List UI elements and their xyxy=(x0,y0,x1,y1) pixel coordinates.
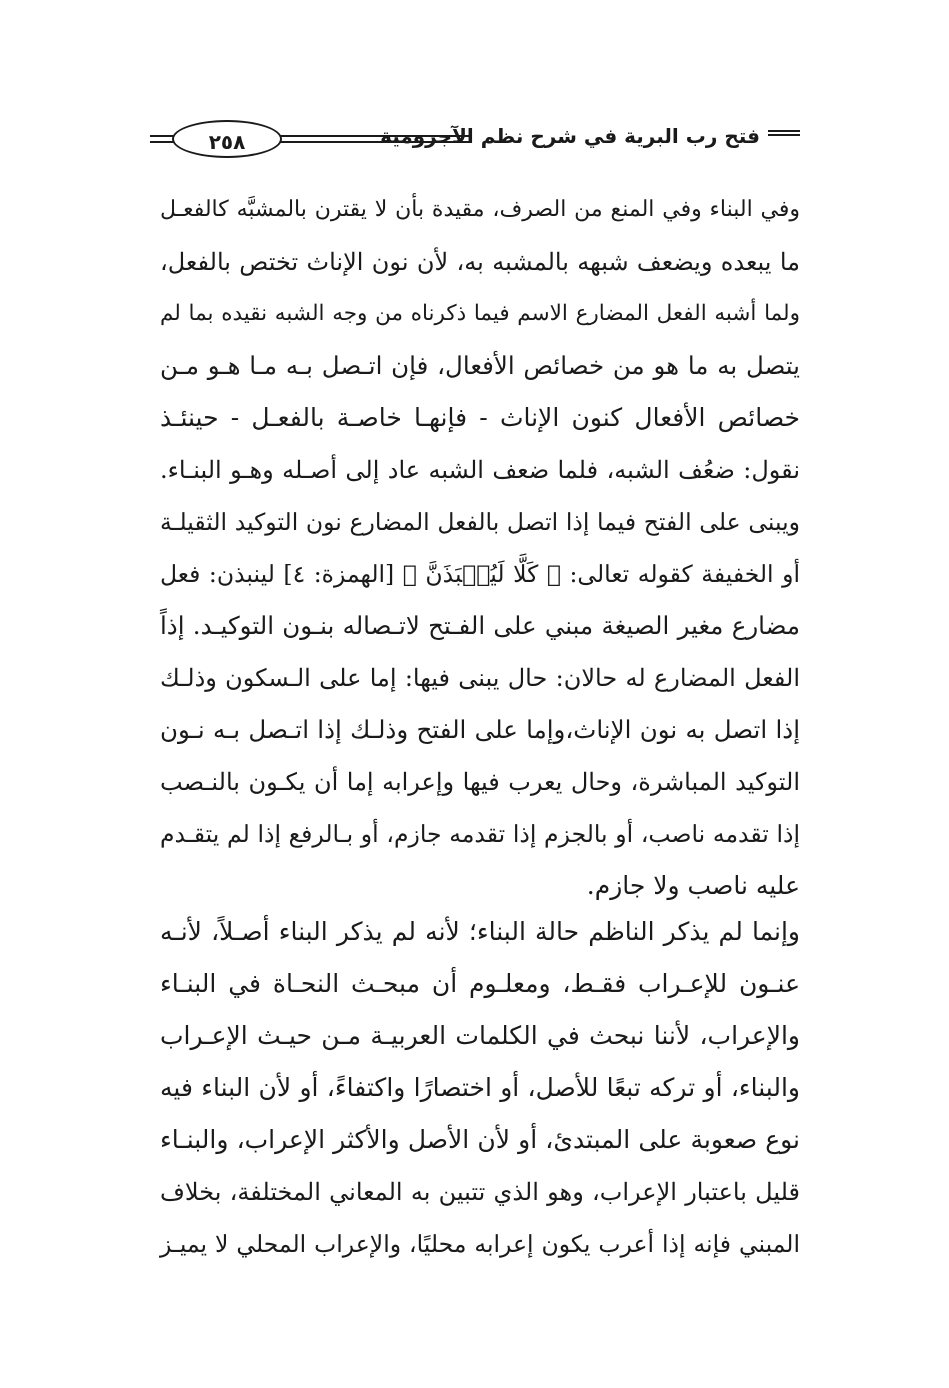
text-line: ولما أشبه الفعل المضارع الاسم فيما ذكرناه من وجه الشبه نقيده بما لم xyxy=(160,301,800,326)
paragraph-2 xyxy=(160,906,800,1270)
text-line: يتصل به ما هو من خصائص الأفعال، فإن اتـصل بـه مـا هـو مـن xyxy=(160,351,800,380)
text-line: نقول: ضعُف الشبه، فلما ضعف الشبه عاد إلى أصـله وهـو البنـاء. xyxy=(160,456,800,484)
text-line: عنـون للإعـراب فقـط، ومعلـوم أن مبحـث النحـاة في البنـاء xyxy=(160,969,800,998)
text-line: خصائص الأفعال كنون الإناث - فإنهـا خاصـة بالفعـل - حينئـذ xyxy=(160,403,800,432)
paragraph-1 xyxy=(160,184,800,912)
text-line: ما يبعده ويضعف شبهه بالمشبه به، لأن نون الإناث تختص بالفعل، xyxy=(160,248,800,276)
text-line: ويبنى على الفتح فيما إذا اتصل بالفعل المضارع نون التوكيد الثقيلـة xyxy=(160,508,800,536)
text-line: عليه ناصب ولا جازم. xyxy=(586,871,800,900)
header-rule xyxy=(270,135,470,143)
text-line: قليل باعتبار الإعراب، وهو الذي تتبين به المعاني المختلفة، بخلاف xyxy=(160,1178,800,1206)
text-line: وفي البناء وفي المنع من الصرف، مقيدة بأن لا يقترن بالمشبَّه كالفعـل xyxy=(160,197,800,222)
text-line: مضارع مغير الصيغة مبني على الفـتح لاتـصاله بنـون التوكيـد. إذاً xyxy=(160,611,800,640)
quran-citation-line: أو الخفيفة كقوله تعالى: ﴿ كَلَّا لَيُنۢبَذَنَّ ﴾ [الهمزة: ٤] لينبذن: فعل xyxy=(160,560,801,588)
text-line: وإنما لم يذكر الناظم حالة البناء؛ لأنه لم يذكر البناء أصـلاً، لأنـه xyxy=(160,917,800,946)
running-title: فتح رب البرية في شرح نظم الآجرومية xyxy=(380,124,760,148)
text-line: والإعراب، لأننا نبحث في الكلمات العربيـة مـن حيـث الإعـراب xyxy=(160,1021,800,1050)
header-ornament-right xyxy=(768,130,800,136)
text-line: الفعل المضارع له حالان: حال يبنى فيها: إما على الـسكون وذلـك xyxy=(160,664,800,692)
page-number: ٢٥٨ xyxy=(172,120,282,158)
text-line: المبني فإنه إذا أعرب يكون إعرابه محليًا، والإعراب المحلي لا يميـز xyxy=(160,1230,800,1258)
text-line: التوكيد المباشرة، وحال يعرب فيها وإعرابه إما أن يكـون بالنـصب xyxy=(160,768,800,796)
text-line: إذا اتصل به نون الإناث،وإما على الفتح وذلـك إذا اتـصل بـه نـون xyxy=(160,715,800,744)
text-line: إذا تقدمه ناصب، أو بالجزم إذا تقدمه جازم، أو بـالرفع إذا لم يتقـدم xyxy=(160,820,800,848)
text-line: والبناء، أو تركه تبعًا للأصل، أو اختصارًا واكتفاءً، أو لأن البناء فيه xyxy=(160,1073,800,1102)
page-header xyxy=(150,118,800,168)
text-line: نوع صعوبة على المبتدئ، أو لأن الأصل والأكثر الإعراب، والبنـاء xyxy=(160,1125,800,1154)
